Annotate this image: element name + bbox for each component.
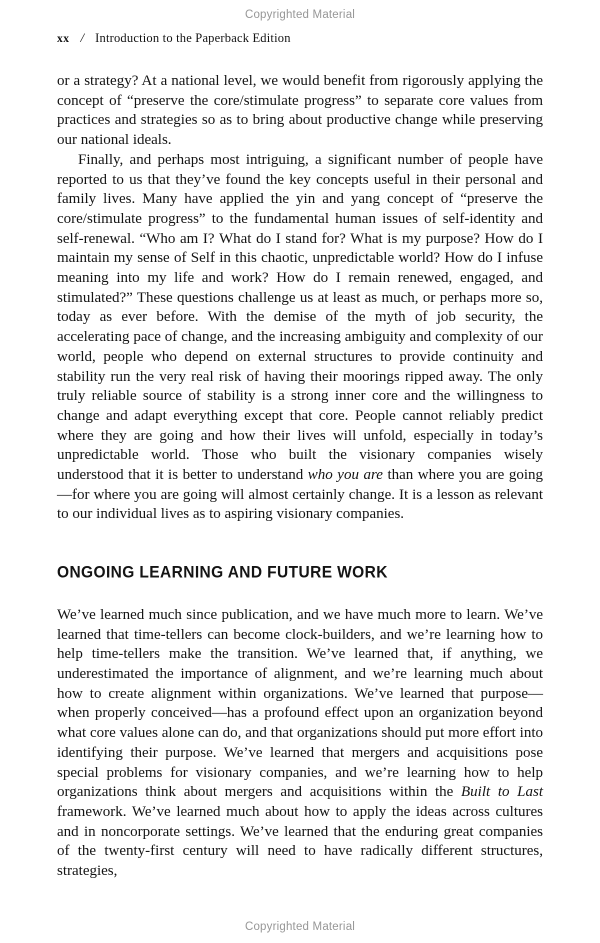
paragraph xyxy=(57,151,543,525)
text-run: Finally, and perhaps most intriguing, a significant number of people have reported to us that they’ve found the key concepts useful in their personal and family lives. Many have applied the yin and yang concept of “preserve the core/stimulate progress” to the fundamental human issues of self-identity and self-renewal. “Who am I? What do I stand for? What is my purpose? How do I maintain my sense of Self in this chaotic, unpredictable world? How do I infuse meaning into my life and work? How do I remain renewed, engaged, and stimulated?” These questions challenge us at least as much, or perhaps more so, today as ever before. With the demise of the myth of job security, the accelerating pace of change, and the increasing ambiguity and complexity of our world, people who depend on external structures to provide continuity and stability run the very real risk of having their moorings ripped away. The only truly reliable source of stability is a strong inner core and the willingness to change and adapt everything except that core. People cannot reliably predict where they are going and how their lives will unfold, especially in today’s unpredictable world. Those who built the visionary companies wisely understood that it is better to understand xyxy=(57,151,543,484)
text-run: than where you are going—for where you are going will almost certainly change. It is a lesson as relevant to our individual lives as to aspiring visionary companies. xyxy=(57,467,543,523)
text-run: or a strategy? At a national level, we would benefit from rigorously applying the concept of “preserve the core/stimulate progress” to separate core values from practices and strategies so as to bring about productive change while preserving our national ideals. xyxy=(57,73,543,149)
header-separator: / xyxy=(80,30,85,45)
italic-text: Built to Last xyxy=(461,784,543,801)
header-title: Introduction to the Paperback Edition xyxy=(95,31,291,45)
text-run: framework. We’ve learned much about how to apply the ideas across cultures and in noncorporate settings. We’ve learned that the enduring great companies of the twenty-first century will need to have radically different structures, strategies, xyxy=(57,803,543,880)
text-run: We’ve learned much since publication, and we have much more to learn. We’ve learned that time-tellers can become clock-builders, and we’re learning how to help time-tellers make the transition. We’ve learned that, if anything, we underestimated the importance of alignment, and we’re learning much about how to create alignment within organizations. We’ve learned that purpose—when properly conceived—has a profound effect upon an organization beyond what core values alone can do, and that organizations should put more effort into identifying their purpose. We’ve learned that mergers and acquisitions pose special problems for visionary companies, and we’re learning how to help organizations think about mergers and acquisitions within the xyxy=(57,606,543,801)
paragraph xyxy=(57,72,543,151)
body-text xyxy=(57,72,543,882)
italic-text: who you are xyxy=(307,467,383,484)
paragraph xyxy=(57,606,543,882)
copyright-banner-bottom: Copyrighted Material xyxy=(244,921,356,933)
section-heading: ONGOING LEARNING AND FUTURE WORK xyxy=(57,563,388,582)
page-header xyxy=(57,30,543,46)
copyright-banner-top: Copyrighted Material xyxy=(244,9,356,21)
page-number: xx xyxy=(57,33,70,45)
